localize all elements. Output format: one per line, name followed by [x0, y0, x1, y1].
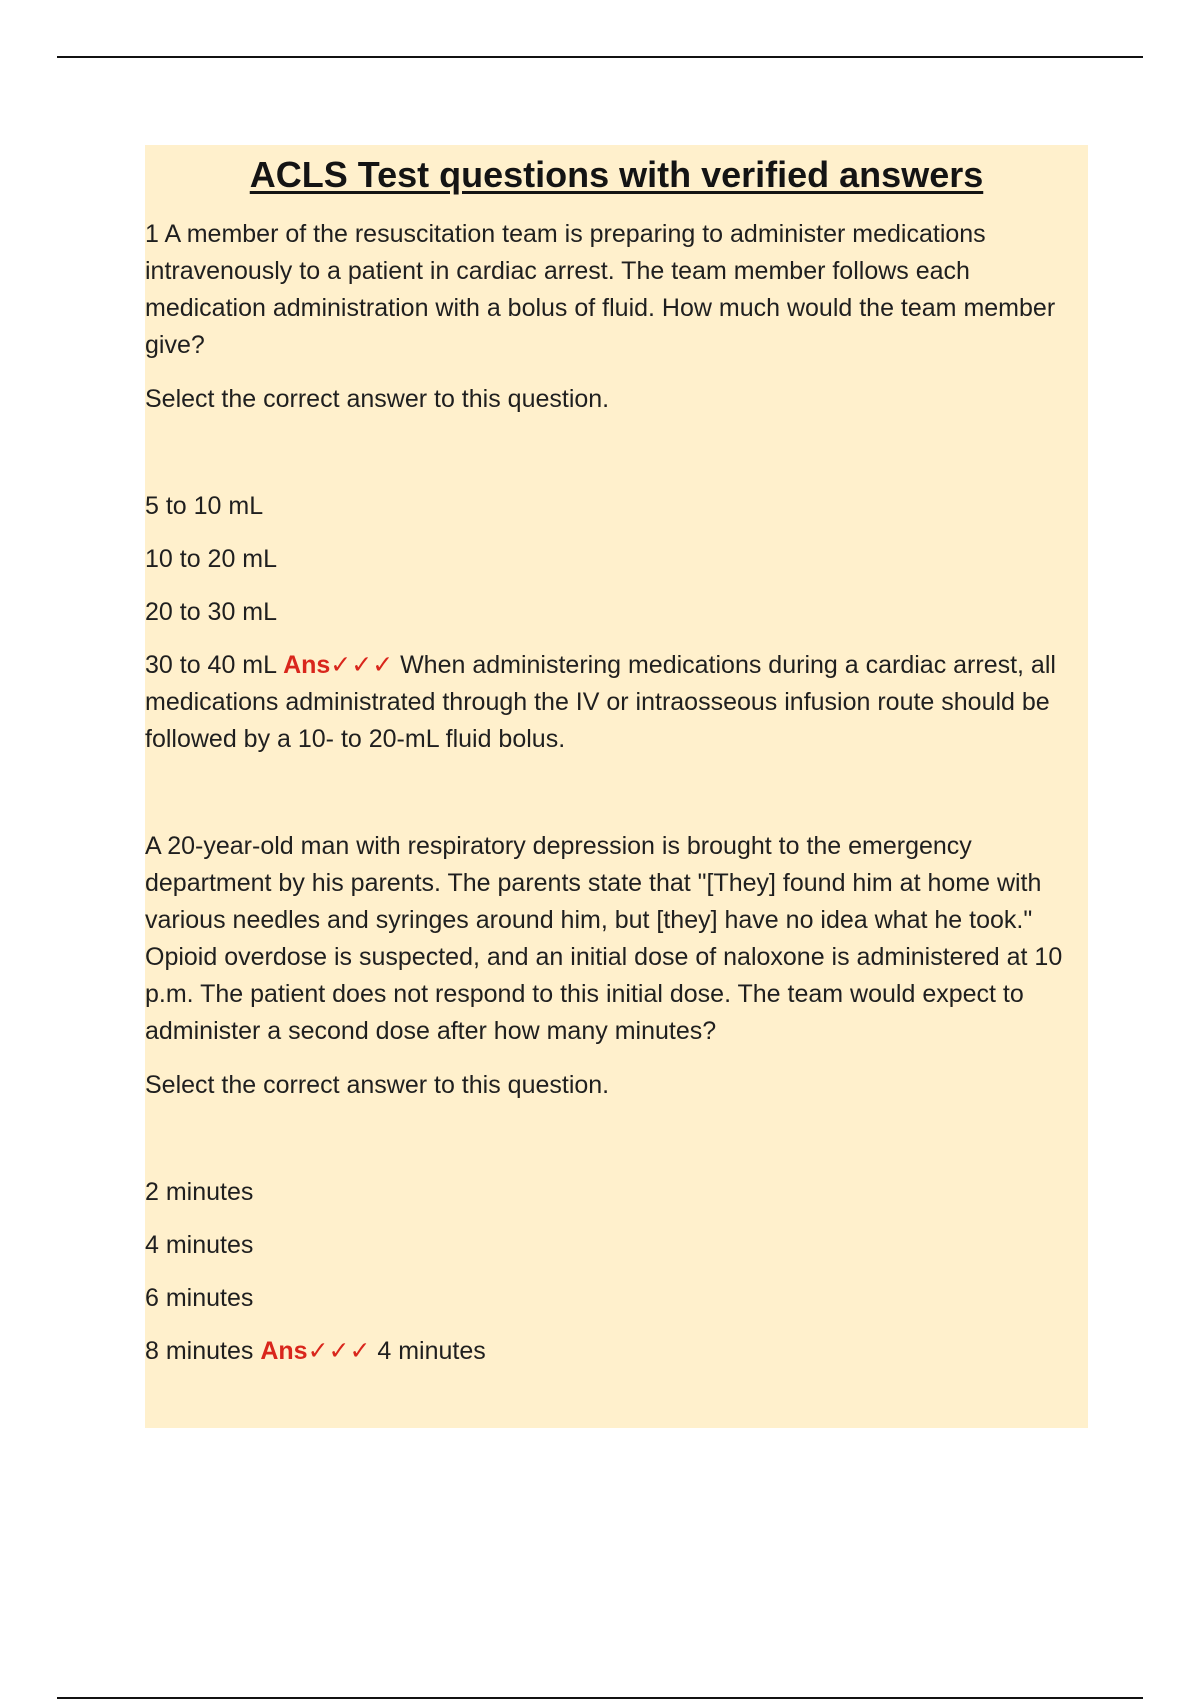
question-2-option-d-with-answer — [145, 1333, 1088, 1370]
question-1-option-b: 10 to 20 mL — [145, 545, 278, 574]
question-2-text: A 20-year-old man with respiratory depression is brought to the emergency department by his parents. The parents state that "[They] found him at home with various needles and syringes around him, but [they] have no idea what he took." Opioid overdose is suspected, and an initial dose of naloxone is administered at 10 p.m. The patient does not respond to this initial dose. The team would expect to administer a second dose after how many minutes? — [145, 832, 1063, 1046]
question-1-option-a: 5 to 10 mL — [145, 492, 264, 521]
question-2-option-c: 6 minutes — [145, 1284, 254, 1313]
footer-rule — [57, 1697, 1143, 1699]
answer-checkmarks: ✓✓✓ — [330, 651, 394, 680]
question-1-option-d-with-answer — [145, 647, 1088, 758]
answer-label: Ans — [283, 651, 331, 680]
question-2-option-a: 2 minutes — [145, 1178, 254, 1207]
question-1-option-d: 30 to 40 mL — [145, 651, 277, 680]
answer-label: Ans — [260, 1337, 308, 1366]
answer-checkmarks: ✓✓✓ — [307, 1337, 371, 1366]
question-2-option-b: 4 minutes — [145, 1231, 254, 1260]
question-1-answer-explanation: When administering medications during a cardiac arrest, all medications administrated through the IV or intraosseous infusion route should be followed by a 10- to 20-mL fluid bolus. — [145, 651, 1056, 754]
question-1-text: 1 A member of the resuscitation team is preparing to administer medications intravenously to a patient in cardiac arrest. The team member follows each medication administration with a bolus of fluid. How much would the team member give? — [145, 220, 1056, 360]
question-1-prompt: Select the correct answer to this question. — [145, 385, 610, 414]
question-2-option-d: 8 minutes — [145, 1337, 254, 1366]
header-rule — [57, 56, 1143, 58]
question-2-answer-explanation: 4 minutes — [370, 1337, 486, 1366]
document-title: ACLS Test questions with verified answers — [249, 154, 984, 195]
question-1-option-c: 20 to 30 mL — [145, 598, 278, 627]
question-2-prompt: Select the correct answer to this question. — [145, 1071, 610, 1100]
document-body — [145, 145, 1088, 1428]
